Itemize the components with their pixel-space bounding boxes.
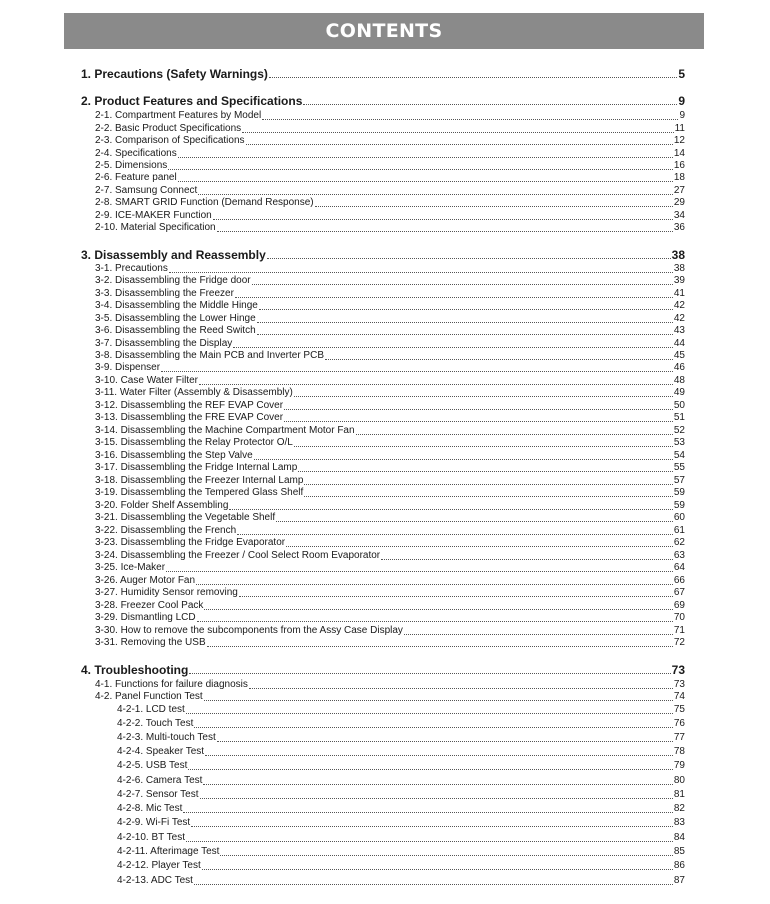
dot-leader [298, 471, 673, 472]
toc-entry-page: 84 [673, 832, 685, 843]
toc-entry-title: 3-17. Disassembling the Fridge Internal Lamp [95, 462, 298, 473]
toc-entry-page: 45 [673, 350, 685, 361]
toc-entry-page: 38 [671, 248, 685, 262]
dot-leader [267, 258, 671, 259]
toc-entry-page: 63 [673, 550, 685, 561]
toc-entry-title: 3. Disassembly and Reassembly [81, 248, 266, 262]
toc-entry-page: 62 [673, 537, 685, 548]
dot-leader [178, 181, 673, 182]
toc-entry-page: 66 [673, 575, 685, 586]
toc-entry-page: 64 [673, 562, 685, 573]
toc-entry-title: 2-8. SMART GRID Function (Demand Response) [95, 197, 314, 208]
toc-entry[interactable] [117, 846, 685, 858]
toc-entry[interactable] [95, 525, 685, 537]
dot-leader [294, 446, 673, 447]
toc-entry[interactable] [95, 575, 685, 587]
toc-entry-page: 44 [673, 338, 685, 349]
dot-leader [186, 713, 673, 714]
dot-leader [381, 559, 673, 560]
toc-entry-page: 42 [673, 313, 685, 324]
toc-entry-page: 74 [673, 691, 685, 702]
toc-entry-page: 53 [673, 437, 685, 448]
toc-entry[interactable] [95, 625, 685, 637]
toc-entry[interactable] [95, 612, 685, 624]
toc-entry-title: 3-23. Disassembling the Fridge Evaporator [95, 537, 286, 548]
toc-entry-page: 73 [673, 679, 685, 690]
toc-entry[interactable] [95, 412, 685, 424]
toc-entry[interactable] [95, 637, 685, 649]
toc-entry[interactable] [117, 817, 685, 829]
toc-entry-page: 77 [673, 732, 685, 743]
toc-entry[interactable] [81, 248, 685, 262]
dot-leader [200, 798, 673, 799]
dot-leader [220, 855, 672, 856]
toc-entry[interactable] [95, 325, 685, 337]
toc-entry-page: 9 [678, 94, 685, 108]
toc-entry-page: 87 [673, 875, 685, 886]
toc-entry-title: 3-28. Freezer Cool Pack [95, 600, 204, 611]
toc-entry[interactable] [95, 148, 685, 160]
toc-entry-title: 3-22. Disassembling the French [95, 525, 237, 536]
dot-leader [229, 509, 672, 510]
toc-entry-title: 3-21. Disassembling the Vegetable Shelf [95, 512, 276, 523]
toc-entry[interactable] [95, 172, 685, 184]
toc-entry-page: 34 [673, 210, 685, 221]
toc-entry-page: 57 [673, 475, 685, 486]
toc-entry-title: 3-5. Disassembling the Lower Hinge [95, 313, 256, 324]
toc-entry[interactable] [95, 300, 685, 312]
toc-entry-title: 2. Product Features and Specifications [81, 94, 303, 108]
dot-leader [197, 621, 673, 622]
toc-entry[interactable] [95, 338, 685, 350]
dot-leader [166, 571, 673, 572]
dot-leader [168, 169, 673, 170]
toc-entry-page: 14 [673, 148, 685, 159]
dot-leader [191, 826, 673, 827]
toc-entry[interactable] [81, 67, 685, 81]
toc-entry[interactable] [95, 450, 685, 462]
toc-entry-title: 4-2-9. Wi-Fi Test [117, 817, 191, 828]
dot-leader [203, 784, 672, 785]
toc-entry-title: 3-26. Auger Motor Fan [95, 575, 196, 586]
toc-entry[interactable] [95, 362, 685, 374]
dot-leader [199, 384, 673, 385]
toc-entry[interactable] [95, 512, 685, 524]
toc-entry-page: 59 [673, 487, 685, 498]
toc-entry[interactable] [95, 462, 685, 474]
toc-entry-title: 3-15. Disassembling the Relay Protector O/L [95, 437, 293, 448]
dot-leader [315, 206, 673, 207]
dot-leader [217, 231, 673, 232]
dot-leader [276, 521, 673, 522]
toc-entry-page: 29 [673, 197, 685, 208]
toc-entry-page: 69 [673, 600, 685, 611]
toc-entry[interactable] [95, 679, 685, 691]
toc-entry[interactable] [95, 275, 685, 287]
dot-leader [303, 104, 677, 105]
toc-entry-title: 2-3. Comparison of Specifications [95, 135, 245, 146]
toc-entry-title: 3-18. Disassembling the Freezer Internal Lamp [95, 475, 304, 486]
toc-entry-title: 4-2-5. USB Test [117, 760, 188, 771]
toc-entry-title: 3-12. Disassembling the REF EVAP Cover [95, 400, 284, 411]
toc-entry[interactable] [117, 775, 685, 787]
toc-entry-page: 81 [673, 789, 685, 800]
dot-leader [257, 334, 673, 335]
toc-entry[interactable] [95, 185, 685, 197]
toc-entry[interactable] [95, 562, 685, 574]
dot-leader [169, 272, 673, 273]
toc-entry[interactable] [95, 210, 685, 222]
toc-entry-title: 4-2-2. Touch Test [117, 718, 194, 729]
toc-entry[interactable] [95, 350, 685, 362]
toc-entry-title: 3-2. Disassembling the Fridge door [95, 275, 251, 286]
toc-entry-title: 3-24. Disassembling the Freezer / Cool Select Room Evaporator [95, 550, 381, 561]
toc-entry-page: 83 [673, 817, 685, 828]
toc-entry-page: 54 [673, 450, 685, 461]
toc-entry[interactable] [95, 587, 685, 599]
dot-leader [217, 741, 673, 742]
dot-leader [207, 646, 673, 647]
dot-leader [196, 584, 673, 585]
toc-entry-page: 78 [673, 746, 685, 757]
toc-entry-page: 59 [673, 500, 685, 511]
toc-entry[interactable] [95, 135, 685, 147]
toc-entry-title: 3-10. Case Water Filter [95, 375, 198, 386]
dot-leader [194, 884, 673, 885]
toc-entry-page: 5 [678, 67, 685, 81]
toc-entry-page: 86 [673, 860, 685, 871]
dot-leader [304, 484, 672, 485]
toc-entry[interactable] [95, 110, 685, 122]
toc-entry[interactable] [117, 704, 685, 716]
toc-entry-title: 3-1. Precautions [95, 263, 168, 274]
dot-leader [246, 144, 673, 145]
toc-entry-page: 75 [673, 704, 685, 715]
toc-entry[interactable] [95, 160, 685, 172]
toc-entry-title: 4-2-8. Mic Test [117, 803, 183, 814]
dot-leader [213, 219, 673, 220]
toc-entry-page: 16 [673, 160, 685, 171]
toc-entry-title: 3-25. Ice-Maker [95, 562, 166, 573]
dot-leader [294, 396, 673, 397]
dot-leader [286, 546, 673, 547]
toc-entry-page: 27 [673, 185, 685, 196]
toc-entry-title: 4-2. Panel Function Test [95, 691, 203, 702]
toc-entry[interactable] [95, 691, 685, 703]
toc-entry-title: 2-10. Material Specification [95, 222, 216, 233]
toc-entry-page: 48 [673, 375, 685, 386]
dot-leader [249, 688, 673, 689]
toc-entry-page: 9 [679, 110, 685, 121]
toc-entry-page: 60 [673, 512, 685, 523]
toc-entry-page: 42 [673, 300, 685, 311]
toc-entry[interactable] [95, 222, 685, 234]
toc-entry[interactable] [95, 600, 685, 612]
toc-entry-page: 55 [673, 462, 685, 473]
toc-entry[interactable] [95, 288, 685, 300]
toc-entry-page: 46 [673, 362, 685, 373]
dot-leader [202, 869, 673, 870]
toc-entry[interactable] [95, 263, 685, 275]
dot-leader [259, 309, 673, 310]
dot-leader [204, 700, 673, 701]
toc-entry-page: 43 [673, 325, 685, 336]
toc-entry[interactable] [95, 537, 685, 549]
toc-entry-page: 85 [673, 846, 685, 857]
toc-entry-title: 4. Troubleshooting [81, 663, 189, 677]
toc-entry-title: 4-2-13. ADC Test [117, 875, 193, 886]
toc-entry[interactable] [117, 803, 685, 815]
dot-leader [284, 409, 673, 410]
toc-entry-title: 3-16. Disassembling the Step Valve [95, 450, 253, 461]
dot-leader [186, 841, 673, 842]
toc-entry[interactable] [95, 197, 685, 209]
toc-entry-title: 3-29. Dismantling LCD [95, 612, 196, 623]
toc-entry[interactable] [95, 387, 685, 399]
dot-leader [252, 284, 673, 285]
dot-leader [284, 421, 673, 422]
page-title: CONTENTS [325, 20, 443, 42]
toc-entry-page: 18 [673, 172, 685, 183]
toc-entry-page: 61 [673, 525, 685, 536]
toc-entry-title: 2-5. Dimensions [95, 160, 168, 171]
toc-entry-page: 49 [673, 387, 685, 398]
toc-entry-title: 3-14. Disassembling the Machine Compartment Motor Fan [95, 425, 355, 436]
dot-leader [404, 634, 673, 635]
toc-entry-title: 4-1. Functions for failure diagnosis [95, 679, 248, 690]
toc-entry[interactable] [81, 94, 685, 108]
toc-entry[interactable] [81, 663, 685, 677]
toc-entry-page: 72 [673, 637, 685, 648]
toc-entry[interactable] [117, 875, 685, 887]
toc-entry[interactable] [117, 746, 685, 758]
toc-entry-title: 2-7. Samsung Connect [95, 185, 198, 196]
toc-entry-page: 36 [673, 222, 685, 233]
toc-entry-page: 41 [673, 288, 685, 299]
toc-entry-title: 3-9. Dispenser [95, 362, 161, 373]
toc-entry[interactable] [95, 487, 685, 499]
dot-leader [194, 727, 673, 728]
toc-entry-page: 71 [673, 625, 685, 636]
toc-entry[interactable] [117, 860, 685, 872]
toc-entry[interactable] [117, 718, 685, 730]
toc-entry[interactable] [95, 500, 685, 512]
toc-entry-page: 52 [673, 425, 685, 436]
toc-entry-title: 2-1. Compartment Features by Model [95, 110, 262, 121]
dot-leader [262, 119, 678, 120]
toc-entry[interactable] [95, 313, 685, 325]
toc-entry-page: 82 [673, 803, 685, 814]
dot-leader [204, 609, 672, 610]
dot-leader [237, 534, 673, 535]
dot-leader [205, 755, 673, 756]
toc-entry-title: 2-2. Basic Product Specifications [95, 123, 242, 134]
toc-entry-page: 50 [673, 400, 685, 411]
toc-entry-page: 70 [673, 612, 685, 623]
toc-entry-title: 4-2-12. Player Test [117, 860, 201, 871]
dot-leader [189, 673, 670, 674]
toc-entry-title: 2-4. Specifications [95, 148, 177, 159]
toc-entry-page: 76 [673, 718, 685, 729]
toc-entry[interactable] [95, 425, 685, 437]
dot-leader [178, 157, 673, 158]
toc-entry[interactable] [95, 550, 685, 562]
toc-entry[interactable] [95, 123, 685, 135]
toc-entry-page: 51 [673, 412, 685, 423]
toc-entry-title: 3-30. How to remove the subcomponents from the Assy Case Display [95, 625, 403, 636]
toc-entry-title: 4-2-6. Camera Test [117, 775, 203, 786]
dot-leader [254, 459, 673, 460]
toc-entry-page: 79 [673, 760, 685, 771]
dot-leader [239, 596, 673, 597]
toc-entry-page: 38 [673, 263, 685, 274]
toc-entry[interactable] [117, 760, 685, 772]
toc-entry[interactable] [95, 400, 685, 412]
dot-leader [257, 322, 673, 323]
toc-entry-title: 3-11. Water Filter (Assembly & Disassembly) [95, 387, 293, 398]
dot-leader [161, 371, 673, 372]
dot-leader [325, 359, 673, 360]
dot-leader [304, 496, 673, 497]
toc-entry-title: 3-8. Disassembling the Main PCB and Inverter PCB [95, 350, 324, 361]
toc-entry-page: 39 [673, 275, 685, 286]
toc-entry[interactable] [95, 437, 685, 449]
toc-entry-title: 4-2-4. Speaker Test [117, 746, 205, 757]
toc-entry-title: 3-20. Folder Shelf Assembling [95, 500, 229, 511]
toc-entry-title: 3-31. Removing the USB [95, 637, 206, 648]
toc-entry-title: 2-9. ICE-MAKER Function [95, 210, 212, 221]
toc-entry-title: 2-6. Feature panel [95, 172, 177, 183]
toc-entry[interactable] [95, 475, 685, 487]
dot-leader [183, 812, 672, 813]
dot-leader [233, 347, 673, 348]
dot-leader [235, 297, 673, 298]
toc-entry-title: 4-2-1. LCD test [117, 704, 185, 715]
dot-leader [356, 434, 673, 435]
toc-entry-title: 3-19. Disassembling the Tempered Glass Shelf [95, 487, 304, 498]
toc-entry[interactable] [117, 789, 685, 801]
dot-leader [198, 194, 673, 195]
toc-entry-title: 3-13. Disassembling the FRE EVAP Cover [95, 412, 284, 423]
dot-leader [188, 769, 672, 770]
toc-entry-page: 12 [673, 135, 685, 146]
toc-entry[interactable] [117, 732, 685, 744]
toc-entry-title: 3-6. Disassembling the Reed Switch [95, 325, 256, 336]
dot-leader [242, 132, 673, 133]
toc-entry-title: 4-2-7. Sensor Test [117, 789, 199, 800]
toc-entry-title: 4-2-3. Multi-touch Test [117, 732, 216, 743]
toc-entry[interactable] [117, 832, 685, 844]
toc-entry-title: 4-2-11. Afterimage Test [117, 846, 220, 857]
toc-entry-page: 11 [674, 123, 685, 134]
toc-entry-title: 1. Precautions (Safety Warnings) [81, 67, 268, 81]
toc-entry-page: 80 [673, 775, 685, 786]
toc-entry-title: 3-27. Humidity Sensor removing [95, 587, 238, 598]
toc-entry[interactable] [95, 375, 685, 387]
toc-entry-title: 3-4. Disassembling the Middle Hinge [95, 300, 258, 311]
toc-entry-title: 4-2-10. BT Test [117, 832, 185, 843]
dot-leader [269, 77, 677, 78]
toc-entry-page: 73 [671, 663, 685, 677]
toc-entry-title: 3-7. Disassembling the Display [95, 338, 233, 349]
toc-entry-page: 67 [673, 587, 685, 598]
toc-entry-title: 3-3. Disassembling the Freezer [95, 288, 234, 299]
